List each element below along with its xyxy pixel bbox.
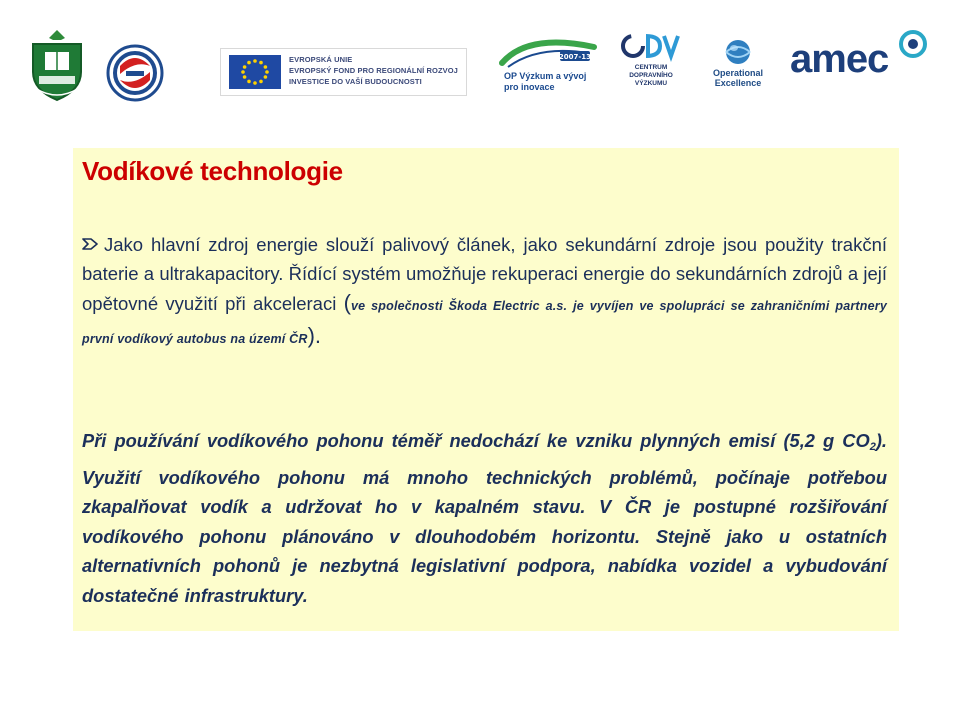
bullet-paren-close: ). bbox=[307, 323, 322, 348]
amec-swirl-icon bbox=[898, 29, 928, 59]
seal-icon bbox=[25, 28, 89, 102]
opex-logo-line1: Operational bbox=[712, 68, 763, 78]
arrow-bullet-icon bbox=[82, 237, 98, 251]
operational-excellence-logo bbox=[705, 38, 771, 96]
cdv-logo-line2: DOPRAVNÍHO bbox=[629, 72, 673, 79]
co2-subscript: 2 bbox=[869, 441, 876, 453]
eu-fund-logo bbox=[220, 48, 467, 96]
op-year-label: 2007-13 bbox=[558, 53, 592, 61]
eu-logo-line1: EVROPSKÁ UNIE bbox=[289, 55, 353, 64]
eu-flag-icon bbox=[229, 55, 281, 89]
ring-logo bbox=[106, 44, 164, 102]
amec-logo bbox=[790, 35, 930, 85]
bullet-note-text: ve společnosti Škoda Electric a.s. je vyvíjen ve spolupráci se zahraničními partnery první vodíkový autobus na území ČR bbox=[82, 299, 887, 346]
logo-strip bbox=[0, 0, 960, 110]
cdv-logo-line1: CENTRUM bbox=[634, 64, 668, 71]
bullet-paren-open: ( bbox=[343, 290, 351, 315]
content-panel bbox=[73, 148, 899, 631]
slide-title: Vodíkové technologie bbox=[82, 156, 343, 186]
bullet-main-text: Jako hlavní zdroj energie slouží palivový článek, jako sekundární zdroje jsou použity trakční baterie a ultrakapacitory. Řídící systém umožňuje rekuperaci energie do sekundárních zdrojů a její opětovné využití při akceleraci bbox=[82, 234, 887, 314]
op-swoosh-icon bbox=[498, 37, 598, 73]
op-logo-line2: pro inovace bbox=[504, 82, 555, 92]
cdv-logo-text bbox=[620, 64, 682, 88]
eu-logo-line3: INVESTICE DO VAŠÍ BUDOUCNOSTI bbox=[289, 77, 422, 86]
opex-globe-icon bbox=[705, 38, 771, 68]
cdv-logo bbox=[620, 32, 682, 96]
eu-logo-text bbox=[289, 54, 464, 87]
cdv-mark-icon bbox=[620, 32, 682, 64]
university-seal-logo bbox=[25, 28, 89, 102]
opex-logo-line2: Excellence bbox=[714, 78, 762, 88]
op-logo-line1: OP Výzkum a vývoj bbox=[504, 71, 587, 81]
op-logo-text bbox=[504, 71, 598, 93]
amec-logo-text: amec bbox=[790, 37, 889, 81]
opex-logo-text bbox=[705, 68, 771, 88]
emissions-text-end: ). Využití vodíkového pohonu má mnoho technických problémů, počínaje potřebou zkapalňovat vodík a udržovat ho v kapalném stavu. V ČR je postupné rozšiřování vodíkového pohonu plánováno v dlouhodobém horizontu. Stejně jako u ostatních alternativních pohonů je nezbytná legislativní podpora, nabídka vozidel a vybudování dostatečné infrastruktury. bbox=[82, 430, 887, 606]
op-vyzkum-logo bbox=[498, 37, 598, 97]
bullet-paragraph bbox=[82, 230, 887, 354]
cdv-logo-line3: VÝZKUMU bbox=[634, 80, 668, 87]
emissions-text-start: Při používání vodíkového pohonu téměř nedochází ke vzniku plynných emisí (5,2 g CO bbox=[82, 430, 870, 451]
ring-swirl-icon bbox=[106, 44, 164, 102]
eu-logo-line2: EVROPSKÝ FOND PRO REGIONÁLNÍ ROZVOJ bbox=[289, 66, 458, 75]
emissions-paragraph bbox=[82, 426, 887, 611]
